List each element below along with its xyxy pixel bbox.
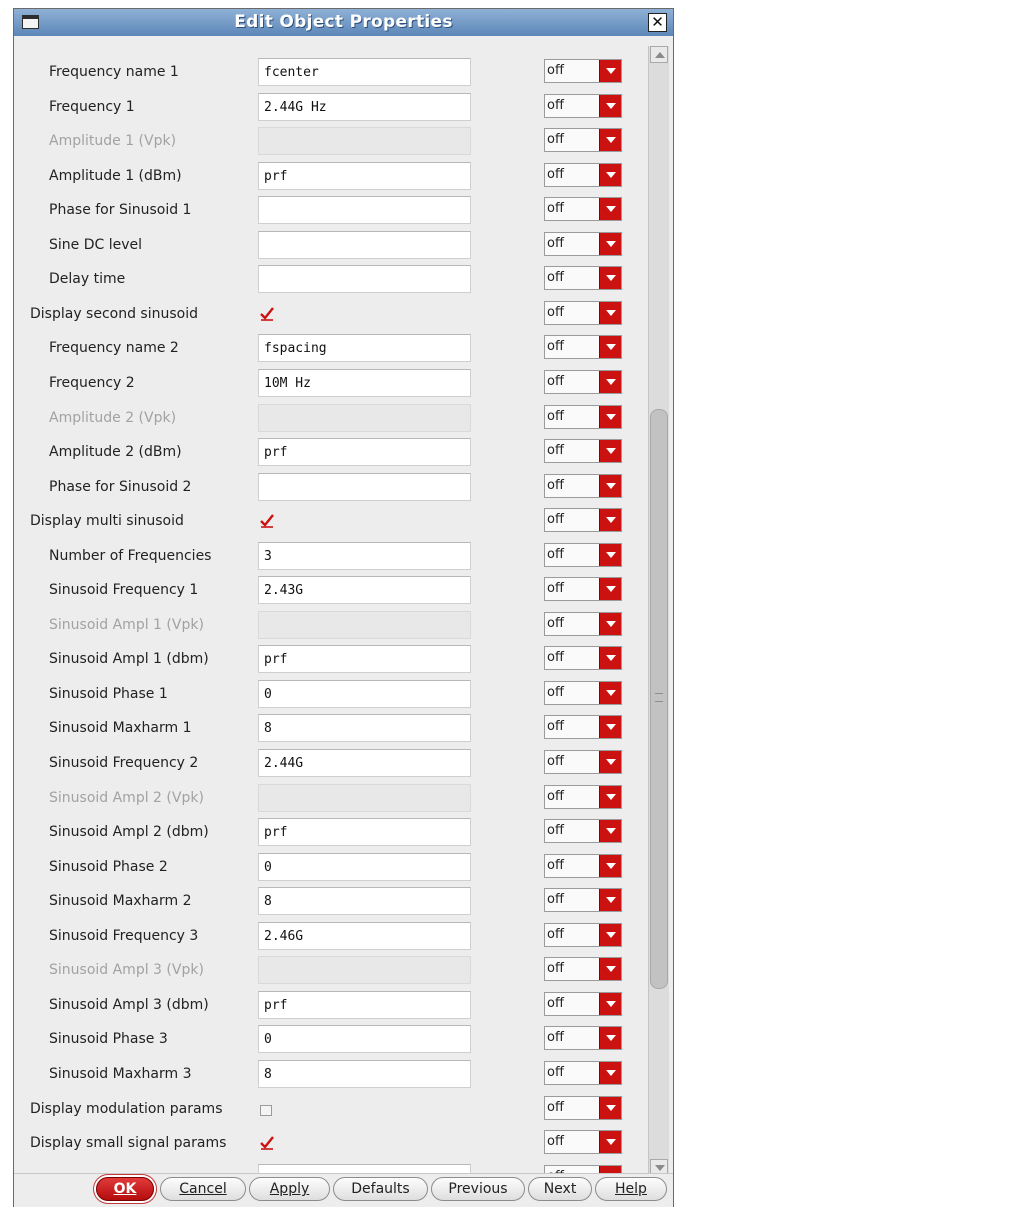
property-value-field[interactable]: prf bbox=[258, 991, 471, 1019]
select-value: off bbox=[547, 857, 564, 873]
property-value-field bbox=[258, 956, 471, 984]
property-label: Amplitude 1 (Vpk) bbox=[49, 133, 177, 150]
display-mode-select[interactable] bbox=[544, 992, 622, 1016]
property-row bbox=[14, 56, 644, 91]
property-row bbox=[14, 125, 644, 160]
dropdown-arrow-icon[interactable] bbox=[599, 924, 621, 946]
display-mode-select[interactable] bbox=[544, 681, 622, 705]
select-value: off bbox=[547, 650, 564, 666]
select-value: off bbox=[547, 1099, 564, 1115]
select-value: off bbox=[547, 1064, 564, 1080]
select-value: off bbox=[547, 546, 564, 562]
property-row bbox=[14, 436, 644, 471]
display-mode-select[interactable] bbox=[544, 923, 622, 947]
display-mode-select[interactable] bbox=[544, 715, 622, 739]
property-value-field bbox=[258, 127, 471, 155]
display-mode-select[interactable] bbox=[544, 854, 622, 878]
property-row bbox=[14, 1023, 644, 1058]
dropdown-arrow-icon[interactable] bbox=[599, 267, 621, 289]
property-row bbox=[14, 678, 644, 713]
select-value: off bbox=[547, 581, 564, 597]
property-row bbox=[14, 609, 644, 644]
property-value-field[interactable]: 3 bbox=[258, 542, 471, 570]
next-label: Next bbox=[543, 1181, 577, 1197]
help-label: Help bbox=[615, 1181, 647, 1197]
property-label: Sinusoid Phase 2 bbox=[49, 858, 168, 875]
property-row bbox=[14, 263, 644, 298]
property-label: Amplitude 1 (dBm) bbox=[49, 167, 182, 184]
property-row bbox=[14, 1127, 644, 1162]
property-row bbox=[14, 402, 644, 437]
property-label: Sinusoid Ampl 1 (Vpk) bbox=[49, 616, 204, 633]
property-row bbox=[14, 989, 644, 1024]
property-row bbox=[14, 643, 644, 678]
property-value-field[interactable]: fcenter bbox=[258, 58, 471, 86]
property-label: Sine DC level bbox=[49, 236, 143, 253]
close-icon: ✕ bbox=[651, 13, 664, 31]
select-value: off bbox=[547, 132, 564, 148]
property-label: Frequency name 2 bbox=[49, 340, 179, 357]
title-bar[interactable] bbox=[14, 9, 673, 36]
apply-button[interactable] bbox=[249, 1177, 330, 1201]
display-mode-select[interactable] bbox=[544, 819, 622, 843]
select-value: off bbox=[547, 477, 564, 493]
property-value-field[interactable]: 8 bbox=[258, 887, 471, 915]
display-mode-select[interactable] bbox=[544, 1026, 622, 1050]
scrollbar-thumb[interactable] bbox=[650, 409, 668, 989]
property-value-field[interactable] bbox=[258, 196, 471, 224]
select-value: off bbox=[547, 961, 564, 977]
select-value: off bbox=[547, 788, 564, 804]
dropdown-arrow-icon[interactable] bbox=[599, 129, 621, 151]
display-mode-select[interactable] bbox=[544, 646, 622, 670]
display-mode-select[interactable] bbox=[544, 94, 622, 118]
select-value: off bbox=[547, 235, 564, 251]
select-value: off bbox=[547, 166, 564, 182]
property-row bbox=[14, 540, 644, 575]
property-label: Display small signal params bbox=[30, 1135, 227, 1152]
property-label: Sinusoid Maxharm 2 bbox=[49, 893, 192, 910]
property-row bbox=[14, 332, 644, 367]
display-mode-select[interactable] bbox=[544, 543, 622, 567]
property-row bbox=[14, 367, 644, 402]
vertical-scrollbar[interactable] bbox=[648, 46, 669, 1196]
property-row bbox=[14, 471, 644, 506]
property-row bbox=[14, 194, 644, 229]
property-row bbox=[14, 298, 644, 333]
display-mode-select[interactable] bbox=[544, 335, 622, 359]
dropdown-arrow-icon[interactable] bbox=[599, 716, 621, 738]
display-mode-select[interactable] bbox=[544, 163, 622, 187]
select-value: off bbox=[547, 615, 564, 631]
select-value: off bbox=[547, 512, 564, 528]
select-value: off bbox=[547, 754, 564, 769]
display-mode-select[interactable] bbox=[544, 301, 622, 325]
dropdown-arrow-icon[interactable] bbox=[599, 164, 621, 186]
select-value: off bbox=[547, 339, 564, 355]
display-mode-select[interactable] bbox=[544, 474, 622, 498]
checkbox-unchecked-icon[interactable] bbox=[260, 1105, 272, 1116]
property-label: Sinusoid Phase 3 bbox=[49, 1031, 168, 1048]
checkbox-checked-icon[interactable] bbox=[260, 306, 274, 320]
select-value: off bbox=[547, 1030, 564, 1046]
select-value: off bbox=[547, 892, 564, 908]
display-mode-select[interactable] bbox=[544, 957, 622, 981]
property-row bbox=[14, 1093, 644, 1128]
property-value-field[interactable]: 2.44G bbox=[258, 749, 471, 777]
property-row bbox=[14, 851, 644, 886]
dropdown-arrow-icon[interactable] bbox=[599, 958, 621, 980]
grip-icon bbox=[655, 693, 663, 702]
dropdown-arrow-icon[interactable] bbox=[599, 855, 621, 877]
property-row bbox=[14, 920, 644, 955]
dropdown-arrow-icon[interactable] bbox=[599, 406, 621, 428]
previous-button[interactable] bbox=[431, 1177, 525, 1201]
edit-object-properties-dialog bbox=[13, 8, 674, 1207]
dropdown-arrow-icon[interactable] bbox=[599, 786, 621, 808]
ok-button[interactable] bbox=[96, 1177, 154, 1201]
property-value-field bbox=[258, 611, 471, 639]
property-label: Sinusoid Ampl 1 (dbm) bbox=[49, 651, 209, 668]
property-value-field[interactable]: 2.43G bbox=[258, 576, 471, 604]
property-value-field[interactable]: 8 bbox=[258, 1060, 471, 1088]
select-value: off bbox=[547, 270, 564, 286]
property-value-field[interactable] bbox=[258, 473, 471, 501]
property-row bbox=[14, 160, 644, 195]
property-value-field[interactable] bbox=[258, 231, 471, 259]
select-value: off bbox=[547, 63, 564, 78]
display-mode-select[interactable] bbox=[544, 1130, 622, 1154]
dropdown-arrow-icon[interactable] bbox=[599, 475, 621, 497]
property-label: Sinusoid Frequency 3 bbox=[49, 927, 199, 944]
property-row bbox=[14, 1058, 644, 1093]
dropdown-arrow-icon[interactable] bbox=[599, 751, 621, 773]
display-mode-select[interactable] bbox=[544, 439, 622, 463]
dropdown-arrow-icon[interactable] bbox=[599, 1097, 621, 1119]
property-value-field bbox=[258, 404, 471, 432]
property-label: Display second sinusoid bbox=[30, 305, 198, 322]
dropdown-arrow-icon[interactable] bbox=[599, 233, 621, 255]
ok-label: OK bbox=[113, 1181, 137, 1197]
display-mode-select[interactable] bbox=[544, 1061, 622, 1085]
display-mode-select[interactable] bbox=[544, 128, 622, 152]
property-row bbox=[14, 782, 644, 817]
property-label: Sinusoid Ampl 2 (dbm) bbox=[49, 824, 209, 841]
property-label: Sinusoid Phase 1 bbox=[49, 685, 168, 702]
defaults-label: Defaults bbox=[351, 1181, 410, 1197]
property-value-field[interactable]: 2.44G Hz bbox=[258, 93, 471, 121]
display-mode-select[interactable] bbox=[544, 750, 622, 774]
property-label: Number of Frequencies bbox=[49, 547, 212, 564]
select-value: off bbox=[547, 684, 564, 700]
property-label: Phase for Sinusoid 2 bbox=[49, 478, 192, 495]
property-label: Phase for Sinusoid 1 bbox=[49, 202, 192, 219]
dropdown-arrow-icon[interactable] bbox=[599, 647, 621, 669]
dropdown-arrow-icon[interactable] bbox=[599, 336, 621, 358]
checkbox-checked-icon[interactable] bbox=[260, 1135, 274, 1149]
dropdown-arrow-icon[interactable] bbox=[599, 198, 621, 220]
property-row bbox=[14, 229, 644, 264]
select-value: off bbox=[547, 719, 564, 735]
display-mode-select[interactable] bbox=[544, 232, 622, 256]
property-row bbox=[14, 747, 644, 782]
property-row bbox=[14, 505, 644, 540]
property-value-field[interactable]: 0 bbox=[258, 853, 471, 881]
property-label: Frequency 1 bbox=[49, 98, 135, 115]
dropdown-arrow-icon[interactable] bbox=[599, 1131, 621, 1153]
dropdown-arrow-icon[interactable] bbox=[599, 544, 621, 566]
dropdown-arrow-icon[interactable] bbox=[599, 682, 621, 704]
display-mode-select[interactable] bbox=[544, 370, 622, 394]
property-value-field[interactable]: prf bbox=[258, 645, 471, 673]
property-value-field[interactable]: fspacing bbox=[258, 334, 471, 362]
property-row bbox=[14, 712, 644, 747]
property-label: Sinusoid Ampl 3 (dbm) bbox=[49, 996, 209, 1013]
property-label: Sinusoid Maxharm 3 bbox=[49, 1065, 192, 1082]
property-label: Amplitude 2 (Vpk) bbox=[49, 409, 177, 426]
previous-label: Previous bbox=[448, 1181, 508, 1197]
property-label: Sinusoid Ampl 3 (Vpk) bbox=[49, 962, 204, 979]
property-label: Sinusoid Ampl 2 (Vpk) bbox=[49, 789, 204, 806]
property-label: Sinusoid Frequency 2 bbox=[49, 755, 199, 771]
display-mode-select[interactable] bbox=[544, 785, 622, 809]
help-button[interactable] bbox=[595, 1177, 667, 1201]
dropdown-arrow-icon[interactable] bbox=[599, 509, 621, 531]
dropdown-arrow-icon[interactable] bbox=[599, 1027, 621, 1049]
dropdown-arrow-icon[interactable] bbox=[599, 820, 621, 842]
property-value-field bbox=[258, 784, 471, 812]
property-value-field[interactable] bbox=[258, 265, 471, 293]
select-value: off bbox=[547, 995, 564, 1011]
dropdown-arrow-icon[interactable] bbox=[599, 440, 621, 462]
property-label: Display multi sinusoid bbox=[30, 513, 184, 530]
dropdown-arrow-icon[interactable] bbox=[599, 302, 621, 324]
property-row bbox=[14, 91, 644, 126]
close-button[interactable] bbox=[648, 13, 667, 32]
display-mode-select[interactable] bbox=[544, 508, 622, 532]
property-value-field[interactable]: prf bbox=[258, 818, 471, 846]
dropdown-arrow-icon[interactable] bbox=[599, 993, 621, 1015]
dropdown-arrow-icon[interactable] bbox=[599, 889, 621, 911]
defaults-button[interactable] bbox=[333, 1177, 428, 1201]
property-label: Amplitude 2 (dBm) bbox=[49, 444, 182, 461]
property-label: Delay time bbox=[49, 271, 126, 288]
select-value: off bbox=[547, 823, 564, 839]
properties-form bbox=[14, 36, 673, 1173]
select-value: off bbox=[547, 443, 564, 459]
dropdown-arrow-icon[interactable] bbox=[599, 60, 621, 82]
property-value-field[interactable]: 10M Hz bbox=[258, 369, 471, 397]
property-label: Sinusoid Frequency 1 bbox=[49, 582, 199, 599]
cancel-button[interactable] bbox=[160, 1177, 246, 1201]
property-value-field[interactable]: prf bbox=[258, 438, 471, 466]
select-value: off bbox=[547, 373, 564, 389]
cancel-label: Cancel bbox=[179, 1181, 227, 1197]
dropdown-arrow-icon[interactable] bbox=[599, 371, 621, 393]
dropdown-arrow-icon[interactable] bbox=[599, 613, 621, 635]
select-value: off bbox=[547, 97, 564, 113]
display-mode-select[interactable] bbox=[544, 59, 622, 83]
select-value: off bbox=[547, 201, 564, 217]
apply-label: Apply bbox=[269, 1181, 310, 1197]
dropdown-arrow-icon[interactable] bbox=[599, 578, 621, 600]
property-value-field[interactable]: 8 bbox=[258, 714, 471, 742]
property-value-field[interactable]: 0 bbox=[258, 1025, 471, 1053]
property-row bbox=[14, 954, 644, 989]
property-label: Frequency 2 bbox=[49, 374, 135, 391]
select-value: off bbox=[547, 408, 564, 424]
scroll-up-button[interactable] bbox=[650, 46, 668, 63]
select-value: off bbox=[547, 304, 564, 320]
display-mode-select[interactable] bbox=[544, 577, 622, 601]
display-mode-select[interactable] bbox=[544, 266, 622, 290]
property-value-field[interactable]: 2.46G bbox=[258, 922, 471, 950]
property-label: Sinusoid Maxharm 1 bbox=[49, 720, 192, 737]
property-row bbox=[14, 574, 644, 609]
display-mode-select[interactable] bbox=[544, 1096, 622, 1120]
display-mode-select[interactable] bbox=[544, 197, 622, 221]
checkbox-checked-icon[interactable] bbox=[260, 513, 274, 527]
select-value: off bbox=[547, 926, 564, 942]
property-label: Display modulation params bbox=[30, 1100, 223, 1117]
select-value: off bbox=[547, 1134, 564, 1150]
dialog-button-bar bbox=[14, 1173, 673, 1207]
display-mode-select[interactable] bbox=[544, 888, 622, 912]
display-mode-select[interactable] bbox=[544, 612, 622, 636]
property-value-field[interactable]: prf bbox=[258, 162, 471, 190]
next-button[interactable] bbox=[528, 1177, 592, 1201]
window-title: Edit Object Properties bbox=[234, 12, 453, 32]
dropdown-arrow-icon[interactable] bbox=[599, 95, 621, 117]
property-row bbox=[14, 885, 644, 920]
dropdown-arrow-icon[interactable] bbox=[599, 1062, 621, 1084]
display-mode-select[interactable] bbox=[544, 405, 622, 429]
property-value-field[interactable]: 0 bbox=[258, 680, 471, 708]
property-row bbox=[14, 816, 644, 851]
property-label: Frequency name 1 bbox=[49, 64, 179, 80]
